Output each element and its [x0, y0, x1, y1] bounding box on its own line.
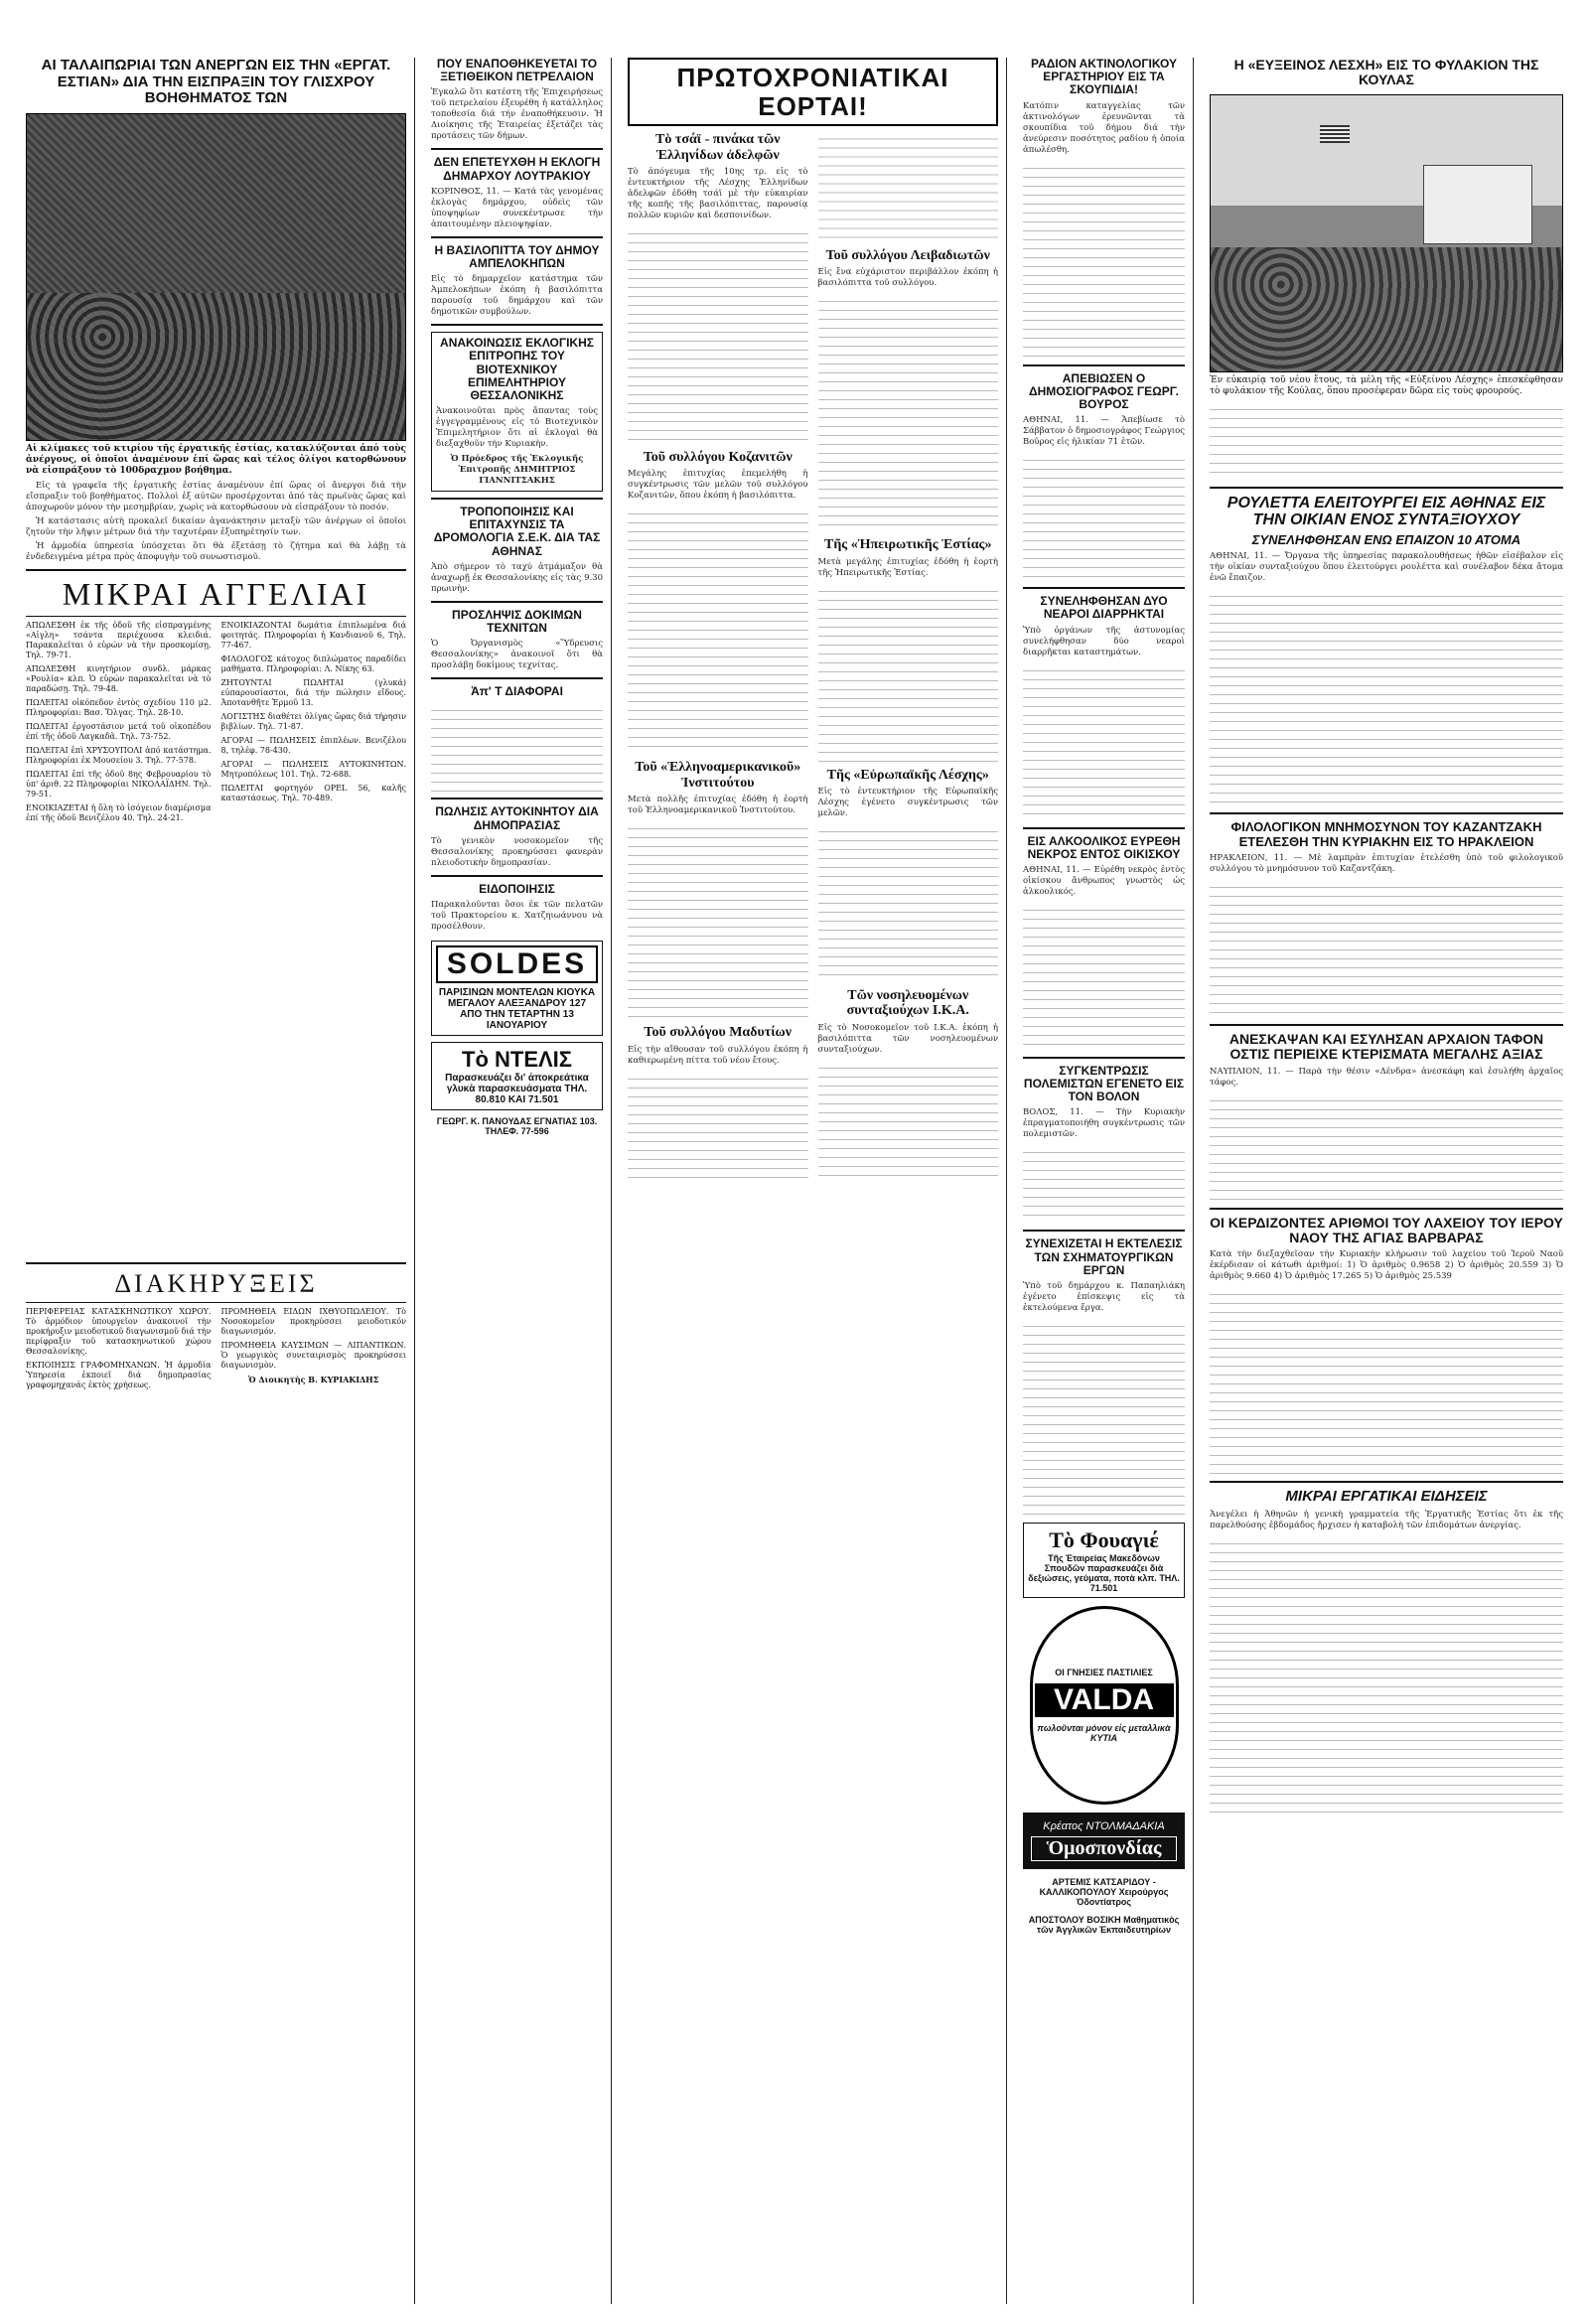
proclamations-list [26, 1307, 406, 1391]
subhead-institute: Τοῦ «Ἑλληνοαμερικανικοῦ» Ἰνστιτούτου [635, 760, 801, 791]
ad-ntelis-title: Τὸ ΝΤΕΛΙΣ [462, 1046, 572, 1072]
proclamation-item: ΠΡΟΜΗΘΕΙΑ ΚΑΥΣΙΜΩΝ — ΛΙΠΑΝΤΙΚΩΝ. Ὁ γεωργικὸς συνεταιρισμὸς προκηρύσσει διαγωνισμὸν. [220, 1341, 406, 1371]
headline-new-year: ΠΡΩΤΟΧΡΟΝΙΑΤΙΚΑΙ ΕΟΡΤΑΙ! [628, 58, 998, 126]
ad-foyer-text: Τῆς Ἑταιρείας Μακεδόνων Σπουδῶν παρασκευάζει διὰ δεξιώσεις, γεύματα, ποτὰ κλπ. ΤΗΛ. 71.501 [1028, 1553, 1180, 1593]
headline-car-auction: ΠΩΛΗΣΙΣ ΑΥΤΟΚΙΝΗΤΟΥ ΔΙΑ ΔΗΜΟΠΡΑΣΙΑΣ [435, 804, 599, 832]
headline-trains: ΤΡΟΠΟΠΟΙΗΣΙΣ ΚΑΙ ΕΠΙΤΑΧΥΝΣΙΣ ΤΑ ΔΡΟΜΟΛΟΓΙΑ Σ.Ε.Κ. ΔΙΑ ΤΑΣ ΑΘΗΝΑΣ [433, 505, 601, 558]
article-tea-list [628, 225, 808, 444]
classified-item: ΖΗΤΟΥΝΤΑΙ ΠΩΛΗΤΑΙ (γλυκά) εὐπαρουσίαστοι, διά τήν πώλησιν εἴδους. Ἀποτανθῆτε Ἑρμοῦ 13. [220, 677, 406, 707]
headline-koula: Η «ΕΥΞΕΙΝΟΣ ΛΕΣΧΗ» ΕΙΣ ΤΟ ΦΥΛΑΚΙΟΝ ΤΗΣ ΚΟΥΛΑΣ [1233, 58, 1539, 88]
classified-item: ΑΓΟΡΑΙ — ΠΩΛΗΣΕΙΣ ἐπιπλέων. Βενιζέλου 8, τηλέφ. 78-430. [220, 735, 406, 755]
ad-soldes-title: SOLDES [436, 945, 598, 983]
headline-notice: ΕΙΔΟΠΟΙΗΣΙΣ [479, 881, 555, 896]
article-ampelokipoi: Εἰς τὸ δημαρχεῖον κατάστημα τῶν Ἀμπελοκήπων ἐκόπη ἡ βασιλόπιττα παρουσίᾳ τοῦ δημάρχου καὶ τῶν δημοτικῶν συμβούλων. [431, 274, 603, 318]
article-madytos: Εἰς τὴν αἴθουσαν τοῦ συλλόγου ἐκόπη ἡ καθιερωμένη πίττα τοῦ νέου ἔτους. [628, 1044, 808, 1066]
column-3 [620, 58, 1007, 2304]
ad-ntelis [431, 1042, 603, 1110]
ad-foyer [1023, 1523, 1185, 1598]
article-tea: Τὸ ἀπόγευμα τῆς 10ης τρ. εἰς τὸ ἐντευκτήριον τῆς Λέσχης Ἑλληνίδων ἀδελφῶν ἐδόθη τσάϊ μὲ τὴν εὐκαιρίαν τῆς κοπῆς τῆς βασιλόπιττας, παρουσίᾳ πολλῶν κυριῶν καὶ δεσποινίδων. [628, 166, 808, 220]
article-works: Ὑπὸ τοῦ δημάρχου κ. Παπαηλιάκη ἐγένετο ἐπίσκεψις εἰς τὰ ἐκτελούμενα ἔργα. [1023, 1281, 1185, 1313]
article-works-more [1023, 1318, 1185, 1517]
classified-item: ΑΠΩΛΕΣΘΗ κινητήριον συνδλ. μάρκας «Ρουλία» κλπ. Ὁ εὑρών παρακαλεῖται νὰ τὸ παραδώσῃ. Τηλ. 79-48. [26, 663, 212, 693]
article-burglars: Ὑπὸ ὀργάνων τῆς ἀστυνομίας συνελήφθησαν δύο νεαροὶ διαρρῆκται καταστημάτων. [1023, 625, 1185, 657]
article-roulette: ΑΘΗΝΑΙ, 11. — Ὄργανα τῆς ὑπηρεσίας παρακολουθήσεως ἠθῶν εἰσέβαλον εἰς τὴν οἰκίαν συνταξιούχου ὅπου ἐλειτούργει ρουλέττα καὶ συνέλαβον δέκα ἄτομα ἐνῶ ἔπαιζον. [1210, 551, 1563, 584]
article-epirus-list [818, 583, 999, 762]
column-2 [423, 58, 612, 2304]
dolmadakia-brand: Ὁμοσπονδίας [1031, 1836, 1177, 1861]
headline-unemployed: ΑΙ ΤΑΛΑΙΠΩΡΙΑΙ ΤΩΝ ΑΝΕΡΓΩΝ ΕΙΣ ΤΗΝ «ΕΡΓΑΤ. ΕΣΤΙΑΝ» ΔΙΑ ΤΗΝ ΕΙΣΠΡΑΞΙΝ ΤΟΥ ΓΛΙΣΧΡΟΥ ΒΟΗΘΗΜΑΤΟΣ ΤΩΝ [41, 58, 391, 106]
classified-item: ΠΩΛΕΙΤΑΙ φορτηγόν OPEL 56, καλῆς καταστάσεως. Τηλ. 70-489. [220, 783, 406, 802]
classified-item: ΠΩΛΕΙΤΑΙ ἐπί τῆς ὁδοῦ 8ης Φεβρουαρίου τὸ ὑπ' ἀριθ. 22 Πληροφορίαι ΝΙΚΟΛΑΪΔΗΝ. Τηλ. 79-51. [26, 769, 212, 799]
subhead-kozani: Τοῦ συλλόγου Κοζανιτῶν [643, 449, 793, 465]
article-labor-news-more [1210, 1535, 1563, 1814]
article-petroleum: Ἐγκαλῶ ὅτι κατέστη τῆς Ἐπιχειρήσεως τοῦ πετρελαίου ἐξευρέθη ἡ κατάλληλος τοποθεσία διά τήν ἐναποθήκευσιν. Ἡ Διοίκησις τῆς Ἑταιρείας ἐξετάζει τὰς προτάσεις τῶν δήμων. [431, 87, 603, 142]
ad-soldes [431, 941, 603, 1036]
article-kozani: Μεγάλης ἐπιτυχίας ἐπεμελήθη ἡ συγκέντρωσις τῶν μελῶν τοῦ συλλόγου Κοζανιτῶν, ὅπου ἐκόπη ἡ βασιλόπιττα. [628, 469, 808, 502]
subhead-european: Τῆς «Εὐρωπαϊκῆς Λέσχης» [826, 767, 989, 783]
classified-item: ΑΠΩΛΕΣΘΗ ἐκ τῆς ὁδοῦ τῆς εἰσπραγμένης «Αἰγλη» τσάντα περιέχουσα κλειδιά. Παρακαλεῖται ὁ εὑρών νὰ τὴν προσκομίσῃ. Τηλ. 79-71. [26, 620, 212, 659]
photo-koula-outpost [1210, 94, 1563, 372]
headline-radium: ΡΑΔΙΟΝ ΑΚΤΙΝΟΛΟΓΙΚΟΥ ΕΡΓΑΣΤΗΡΙΟΥ ΕΙΣ ΤΑ ΣΚΟΥΠΙΔΙΑ! [1031, 58, 1177, 97]
headline-ampelokipoi: Η ΒΑΣΙΛΟΠΙΤΤΑ ΤΟΥ ΔΗΜΟΥ ΑΜΠΕΛΟΚΗΠΩΝ [434, 242, 600, 270]
article-livadia-list [818, 293, 999, 531]
article-trains: Ἀπὸ σήμερον τὸ ταχύ ἀτμάμαξον θὰ ἀναχωρῇ ἐκ Θεσσαλονίκης εἰς τὰς 9.30 πρωινὴν. [431, 561, 603, 594]
article-roulette-more [1210, 588, 1563, 806]
new-year-articles [628, 132, 998, 2297]
classified-item: ΠΩΛΕΙΤΑΙ ἐργοστάσιον μετά τοῦ οἰκοπέδου ἐπί τῆς ὁδοῦ Λαγκαδᾶ. Τηλ. 73-752. [26, 721, 212, 741]
headline-misc: Ἀπ' Τ ΔΙΑΦΟΡΑΙ [471, 684, 563, 699]
subhead-epirus: Τῆς «Ἠπειρωτικῆς Ἑστίας» [824, 537, 992, 553]
headline-burglars: ΣΥΝΕΛΗΦΘΗΣΑΝ ΔΥΟ ΝΕΑΡΟΙ ΔΙΑΡΡΗΚΤΑΙ [1040, 594, 1168, 622]
valda-top: ΟΙ ΓΝΗΣΙΕΣ ΠΑΣΤΙΛΙΕΣ [1055, 1668, 1153, 1677]
article-body: Εἰς τὰ γραφεῖα τῆς ἐργατικῆς ἑστίας ἀναμένουν ἐπί ὥρας οἱ ἄνεργοι διά τὴν εἴσπραξιν τοῦ βοηθήματος. Πολλοὶ ἐξ αὐτῶν προσέρχονται ἀπό τὰς πρωϊνὰς ὥρας καὶ ἀποχωροῦν μόνον τὴν μεσημβρίαν, χωρὶς νὰ κατορθώσουν νὰ εἰσπράξουν τὸ ποσόν. Ἡ κατάστασις αὐτὴ προκαλεῖ δικαίαν ἀγανάκτησιν μεταξὺ τῶν ἀνέργων οἱ ὁποῖοι ζητοῦν τὴν λῆψιν μέτρων διά τὴν ταχυτέραν ἐξυπηρέτησίν των. Ἡ ἀρμοδία ὑπηρεσία ὑπόσχεται ὅτι θὰ ἐξετάσῃ τὸ ζήτημα καὶ θὰ λάβῃ τὰ ἐνδεδειγμένα μέτρα πρὸς ἀποφυγὴν τοῦ συνωστισμοῦ. [26, 480, 406, 562]
headline-tomb: ΑΝΕΣΚΑΨΑΝ ΚΑΙ ΕΣΥΛΗΣΑΝ ΑΡΧΑΙΟΝ ΤΑΦΟΝ ΟΣΤΙΣ ΠΕΡΙΕΙΧΕ ΚΤΕΡΙΣΜΑΤΑ ΜΕΓΑΛΗΣ ΑΞΙΑΣ [1228, 1030, 1544, 1063]
ad-panoudas: ΓΕΩΡΓ. Κ. ΠΑΝΟΥΔΑΣ ΕΓΝΑΤΙΑΣ 103. ΤΗΛΕΦ. 77-596 [436, 1115, 598, 1136]
column-1 [18, 58, 415, 2304]
article-institute: Μετὰ πολλῆς ἐπιτυχίας ἐδόθη ἡ ἑορτὴ τοῦ Ἑλληνοαμερικανικοῦ Ἰνστιτούτου. [628, 795, 808, 816]
headline-veterans: ΣΥΓΚΕΝΤΡΩΣΙΣ ΠΟΛΕΜΙΣΤΩΝ ΕΓΕΝΕΤΟ ΕΙΣ ΤΟΝ ΒΟΛΟΝ [1023, 1063, 1185, 1104]
article-alcoholic-more [1023, 902, 1185, 1051]
classified-item: ΠΩΛΕΙΤΑΙ ἐπὶ ΧΡΥΣΟΥΠΟΛΙ ἀπό κατάστημα. Πληροφορίαι ἐκ Μουσείου 3. Τηλ. 77-578. [26, 745, 212, 765]
article-car-auction: Τὸ γενικὸν νοσοκομεῖον τῆς Θεσσαλονίκης προκηρύσσει φανερὰν πλειοδοτικὴν δημοπρασίαν. [431, 835, 603, 868]
article-lottery-more [1210, 1286, 1563, 1475]
ad-dentist: ΑΡΤΕΜΙΣ ΚΑΤΣΑΡΙΔΟΥ - ΚΑΛΛΙΚΟΠΟΥΛΟΥ Χειρούργος Ὀδοντίατρος [1039, 1877, 1169, 1907]
article-labor-news: Ἀνεγέλει ἡ Ἀθηνῶν ἡ γενικὴ γραμματεία τῆς Ἐργατικῆς Ἑστίας ὅτι ἐκ τῆς παρελθούσης ἑβδομάδος ἤρχισεν ἡ καταβολὴ τῶν ἐπιδομάτων ἀνεργίας. [1210, 1509, 1563, 1530]
article-tomb: ΝΑΥΠΛΙΟΝ, 11. — Παρὰ τὴν θέσιν «Δένδρα» ἀνεσκάφη καὶ ἐσυλήθη ἀρχαῖος τάφος. [1210, 1066, 1563, 1088]
subhead-ika: Τῶν νοσηλευομένων συνταξιούχων Ι.Κ.Α. [846, 988, 969, 1019]
article-koula-more [1210, 401, 1563, 481]
article-bouros-more [1023, 452, 1185, 581]
classified-item: ΕΝΟΙΚΙΑΖΟΝΤΑΙ δωμάτια ἐπιπλωμένα διά φοιτητάς. Πληροφορίαι ἡ Κανδιανοῦ 6, Τηλ. 77-467. [220, 620, 406, 650]
photo-caption: Αἱ κλίμακες τοῦ κτιρίου τῆς ἐργατικῆς ἑστίας, κατακλύζονται ἀπό τοὺς ἀνέργους, οἱ ὁποῖοι ἀναμένουν ἐπί ὥρας καὶ τέλος ὀλίγοι κατορθώνουν νὰ εἰσπράξουν τὸ 100δραχμον βοήθημα. [26, 443, 406, 476]
headline-bouros: ΑΠΕΒΙΩΣΕΝ Ο ΔΗΜΟΣΙΟΓΡΑΦΟΣ ΓΕΩΡΓ. ΒΟΥΡΟΣ [1029, 370, 1179, 411]
article-misc [431, 702, 603, 792]
classified-item: ΦΙΛΟΛΟΓΟΣ κάτοχος διπλώματος παραδίδει μαθήματα. Πληροφορίαι: Λ. Νίκης 63. [220, 654, 406, 673]
headline-technicians: ΠΡΟΣΛΗΨΙΣ ΔΟΚΙΜΩΝ ΤΕΧΝΙΤΩΝ [452, 607, 582, 635]
subhead-livadia: Τοῦ συλλόγου Λειβαδιωτῶν [825, 247, 990, 263]
classified-item: ΕΝΟΙΚΙΑΖΕΤΑΙ ἡ ὅλη τὸ ἰσόγειον διαμέρισμα ἐπί τῆς ὁδοῦ Βενιζέλου 40. Τηλ. 24-21. [26, 802, 212, 822]
ad-tutor: ΑΠΟΣΤΟΛΟΥ ΒΟΣΙΚΗ Μαθηματικὸς τῶν Ἀγγλικῶν Ἐκπαιδευτηρίων [1028, 1915, 1180, 1935]
article-epirus: Μετὰ μεγάλης ἐπιτυχίας ἐδόθη ἡ ἑορτὴ τῆς Ἠπειρωτικῆς Ἑστίας. [817, 556, 998, 578]
article-technicians: Ὁ Ὀργανισμὸς «Ὕδρευσις Θεσσαλονίκης» ἀνακοινοῖ ὅτι θὰ προσλάβῃ δοκίμους τεχνίτας. [431, 639, 603, 671]
headline-election: ΑΝΑΚΟΙΝΩΣΙΣ ΕΚΛΟΓΙΚΗΣ ΕΠΙΤΡΟΠΗΣ ΤΟΥ ΒΙΟΤΕΧΝΙΚΟΥ ΕΠΙΜΕΛΗΤΗΡΙΟΥ ΘΕΣΣΑΛΟΝΙΚΗΣ [440, 336, 594, 402]
headline-petroleum: ΠΟΥ ΕΝΑΠΟΘΗΚΕΥΕΤΑΙ ΤΟ ΞΕΤΙΘΕΙΚΟΝ ΠΕΤΡΕΛΑΙΟΝ [436, 58, 598, 84]
election-signature: Ὁ Πρόεδρος τῆς Ἐκλογικῆς Ἐπιτροπῆς ΔΗΜΗΤΡΙΟΣ ΓΙΑΝΝΙΤΣΑΚΗΣ [450, 454, 584, 487]
article-kazantzakis: ΗΡΑΚΛΕΙΟΝ, 11. — Μὲ λαμπρὰν ἐπιτυχίαν ἐτελέσθη ὑπὸ τοῦ φιλολογικοῦ συλλόγου τὸ μνημόσυνον τοῦ Καζαντζάκη. [1210, 852, 1563, 874]
article-ika-list [818, 1060, 999, 1179]
building-shape [1423, 165, 1532, 244]
article-election: Ἀνακοινοῦται πρὸς ἅπαντας τοὺς ἐγγεγραμμένους εἰς τὸ Βιοτεχνικὸν Ἐπιμελητήριον ὅτι αἱ ἐκλογαὶ θὰ διεξαχθοῦν τὴν Κυριακὴν. [436, 406, 598, 450]
headline-works: ΣΥΝΕΧΙΖΕΤΑΙ Η ΕΚΤΕΛΕΣΙΣ ΤΩΝ ΣΧΗΜΑΤΟΥΡΓΙΚΩΝ ΕΡΓΩΝ [1025, 1236, 1183, 1277]
ad-valda [1023, 1606, 1185, 1805]
article-lottery: Κατὰ τὴν διεξαχθεῖσαν τὴν Κυριακὴν κλήρωσιν τοῦ λαχείου τοῦ Ἱεροῦ Ναοῦ ἐκέρδισαν οἱ κάτωθι ἀριθμοί: 1) Ὁ ἀριθμὸς 0.9658 2) Ὁ ἀριθμὸς 20.559 3) Ὁ ἀριθμὸς 9.660 4) Ὁ ἀριθμὸς 17.265 5) Ὁ ἀριθμὸς 25.539 [1210, 1249, 1563, 1282]
proclamation-item: ΠΡΟΜΗΘΕΙΑ ΕΙΔΩΝ ΙΧΘΥΟΠΩΛΕΙΟΥ. Τὸ Νοσοκομεῖον προκηρύσσει μειοδοτικόν διαγωνισμόν. [220, 1307, 406, 1337]
subhead-tea: Τὸ τσάϊ - πινάκα τῶν Ἑλληνίδων ἀδελφῶν [655, 132, 781, 163]
subhead-madytos: Τοῦ συλλόγου Μαδυτίων [644, 1025, 793, 1041]
proclamation-item: ΕΚΠΟΙΗΣΙΣ ΓΡΑΦΟΜΗΧΑΝΩΝ. Ἡ ἀρμοδία Ὑπηρεσία ἐκποιεῖ διά δημοπρασίας γραφομηχανάς ἐκτὸς χρήσεως. [26, 1361, 212, 1390]
article-european-list [818, 823, 999, 982]
proclamations-title: ΔΙΑΚΗΡΥΞΕΙΣ [114, 1268, 318, 1298]
ad-dolmadakia [1023, 1813, 1185, 1869]
classifieds-list [26, 621, 406, 1256]
article-burglars-more [1023, 662, 1185, 821]
classified-item: ΠΩΛΕΙΤΑΙ οἰκόπεδον ἐντὸς σχεδίου 110 μ2. Πληροφορίαι: Βασ. Ὅλγας. Τηλ. 28-10. [26, 697, 212, 717]
photo-workers-stairs [26, 113, 406, 441]
article-veterans-more [1023, 1144, 1185, 1224]
article-veterans: ΒΟΛΟΣ, 11. — Τὴν Κυριακὴν ἐπραγματοποιήθη συγκέντρωσις τῶν πολεμιστῶν. [1023, 1107, 1185, 1140]
classified-item: ΑΓΟΡΑΙ — ΠΩΛΗΣΕΙΣ ΑΥΤΟΚΙΝΗΤΩΝ. Μητροπόλεως 101. Τηλ. 72-688. [220, 759, 406, 779]
headline-loutraki: ΔΕΝ ΕΠΕΤΕΥΧΘΗ Η ΕΚΛΟΓΗ ΔΗΜΑΡΧΟΥ ΛΟΥΤΡΑΚΙΟΥ [433, 155, 601, 183]
notice-election-box [431, 332, 603, 492]
proclamation-item: ΠΕΡΙΦΕΡΕΙΑΣ ΚΑΤΑΣΚΗΝΩΤΙΚΟΥ ΧΩΡΟΥ. Τὸ ἀρμόδιον ὑπουργεῖον ἀνακοινοῖ τὴν προκήρυξιν μειοδοτικοῦ διαγωνισμοῦ διά τὴν περίφραξιν τοῦ κατασκηνωτικοῦ χώρου Θεσσαλονίκης. [26, 1307, 212, 1357]
article-tomb-more [1210, 1092, 1563, 1202]
headline-roulette: ΡΟΥΛΕΤΤΑ ΕΛΕΙΤΟΥΡΓΕΙ ΕΙΣ ΑΘΗΝΑΣ ΕΙΣ ΤΗΝ ΟΙΚΙΑΝ ΕΝΟΣ ΣΥΝΤΑΞΙΟΥΧΟΥ [1227, 494, 1546, 529]
article-european: Εἰς τὸ ἐντευκτήριον τῆς Εὐρωπαϊκῆς Λέσχης ἐγένετο συγκέντρωσις τῶν μελῶν. [817, 787, 998, 819]
valda-badge [1030, 1606, 1179, 1805]
flag-icon [1320, 125, 1350, 143]
headline-alcoholic: ΕΙΣ ΑΛΚΟΟΛΙΚΟΣ ΕΥΡΕΘΗ ΝΕΚΡΟΣ ΕΝΤΟΣ ΟΙΚΙΣΚΟΥ [1027, 833, 1181, 861]
article-kazantzakis-more [1210, 879, 1563, 1018]
dolmadakia-top: Κρέατος ΝΤΟΛΜΑΔΑΚΙΑ [1043, 1820, 1165, 1832]
valda-brand: VALDA [1035, 1683, 1174, 1717]
article-bouros: ΑΘΗΝΑΙ, 11. — Ἀπεβίωσε τὸ Σάββατον ὁ δημοσιογράφος Γεώργιος Βοῦρος εἰς ἡλικίαν 71 ἐτῶν. [1023, 415, 1185, 448]
article-livadia: Εἰς ἔνα εὐχάριστον περιβάλλον ἐκόπη ἡ βασιλόπιττα τοῦ συλλόγου. [817, 267, 998, 289]
article-ika: Εἰς τὸ Νοσοκομεῖον τοῦ Ι.Κ.Α. ἐκόπη ἡ βασιλόπιττα τῶν νοσηλευομένων συνταξιούχων. [817, 1022, 998, 1055]
headline-labor-news: ΜΙΚΡΑΙ ΕΡΓΑΤΙΚΑΙ ΕΙΔΗΣΕΙΣ [1285, 1488, 1488, 1506]
koula-caption: Ἐν εὐκαιρίᾳ τοῦ νέου ἔτους, τὰ μέλη τῆς «Εὐξείνου Λέσχης» ἐπεσκέφθησαν τὸ φυλάκιον τῆς Κούλας, ὅπου προσέφεραν δῶρα εἰς τοὺς φρουρούς. [1210, 374, 1563, 396]
classified-item: ΛΟΓΙΣΤΗΣ διαθέτει ὀλίγας ὥρας διά τήρησιν βιβλίων. Τηλ. 71-87. [220, 711, 406, 731]
column-5 [1202, 58, 1571, 2304]
classifieds-title: ΜΙΚΡΑΙ ΑΓΓΕΛΙΑΙ [62, 575, 370, 612]
article-radium: Κατόπιν καταγγελίας τῶν ἀκτινολόγων ἐρευνῶνται τὰ σκουπίδια τοῦ δήμου διά τὴν ἀνεύρεσιν ποσότητος ραδίου ἡ ὁποία ἀπωλέσθη. [1023, 100, 1185, 155]
headline-lottery: ΟΙ ΚΕΡΔΙΖΟΝΤΕΣ ΑΡΙΘΜΟΙ ΤΟΥ ΛΑΧΕΙΟΥ ΤΟΥ ΙΕΡΟΥ ΝΑΟΥ ΤΗΣ ΑΓΙΑΣ ΒΑΡΒΑΡΑΣ [1210, 1214, 1563, 1246]
article-institute-list [628, 820, 808, 1019]
headline-kazantzakis: ΦΙΛΟΛΟΓΙΚΟΝ ΜΝΗΜΟΣΥΝΟΝ ΤΟΥ ΚΑΖΑΝΤΖΑΚΗ ΕΤΕΛΕΣΘΗ ΤΗΝ ΚΥΡΙΑΚΗΝ ΕΙΣ ΤΟ ΗΡΑΚΛΕΙΟΝ [1230, 819, 1542, 849]
article-kozani-list [628, 506, 808, 754]
valda-bottom: πωλοῦνται μόνον εἰς μεταλλικὰ ΚΥΤΙΑ [1037, 1723, 1171, 1743]
article-alcoholic: ΑΘΗΝΑΙ, 11. — Εὑρέθη νεκρὸς ἐντὸς οἰκίσκου ἄνθρωπος γνωστὸς ὡς ἀλκοολικός. [1023, 864, 1185, 897]
column-4 [1015, 58, 1194, 2304]
ad-soldes-text: ΠΑΡΙΣΙΝΩΝ ΜΟΝΤΕΛΩΝ ΚΙΟΥΚΑ ΜΕΓΑΛΟΥ ΑΛΕΞΑΝΔΡΟΥ 127 ΑΠΟ ΤΗΝ ΤΕΤΑΡΤΗΝ 13 ΙΑΝΟΥΑΡΙΟΥ [438, 986, 596, 1031]
article-loutraki: ΚΟΡΙΝΘΟΣ, 11. — Κατά τὰς γενομένας ἐκλογὰς δημάρχου, οὐδεὶς τῶν ὑποψηφίων συνεκέντρωσε τὴν ἀπαιτουμένην πλειοψηφίαν. [431, 186, 603, 229]
subhead-roulette: ΣΥΝΕΛΗΦΘΗΣΑΝ ΕΝΩ ΕΠΑΙΖΟΝ 10 ΑΤΟΜΑ [1251, 531, 1521, 547]
article-notice: Παρακαλοῦνται ὅσοι ἐκ τῶν πελατῶν τοῦ Πρακτορείου κ. Χατζηιωάννου νὰ προσέλθουν. [431, 899, 603, 932]
ad-ntelis-text: Παρασκευάζει δι' ἀποκρεάτικα γλυκὰ παρασκευάσματα ΤΗΛ. 80.810 ΚΑΙ 71.501 [445, 1072, 589, 1105]
article-radium-more [1023, 160, 1185, 359]
proclamation-signature: Ὁ Διοικητὴς Β. ΚΥΡΙΑΚΙΔΗΣ [248, 1375, 379, 1385]
ad-foyer-title: Τὸ Φουαγιέ [1049, 1527, 1159, 1552]
